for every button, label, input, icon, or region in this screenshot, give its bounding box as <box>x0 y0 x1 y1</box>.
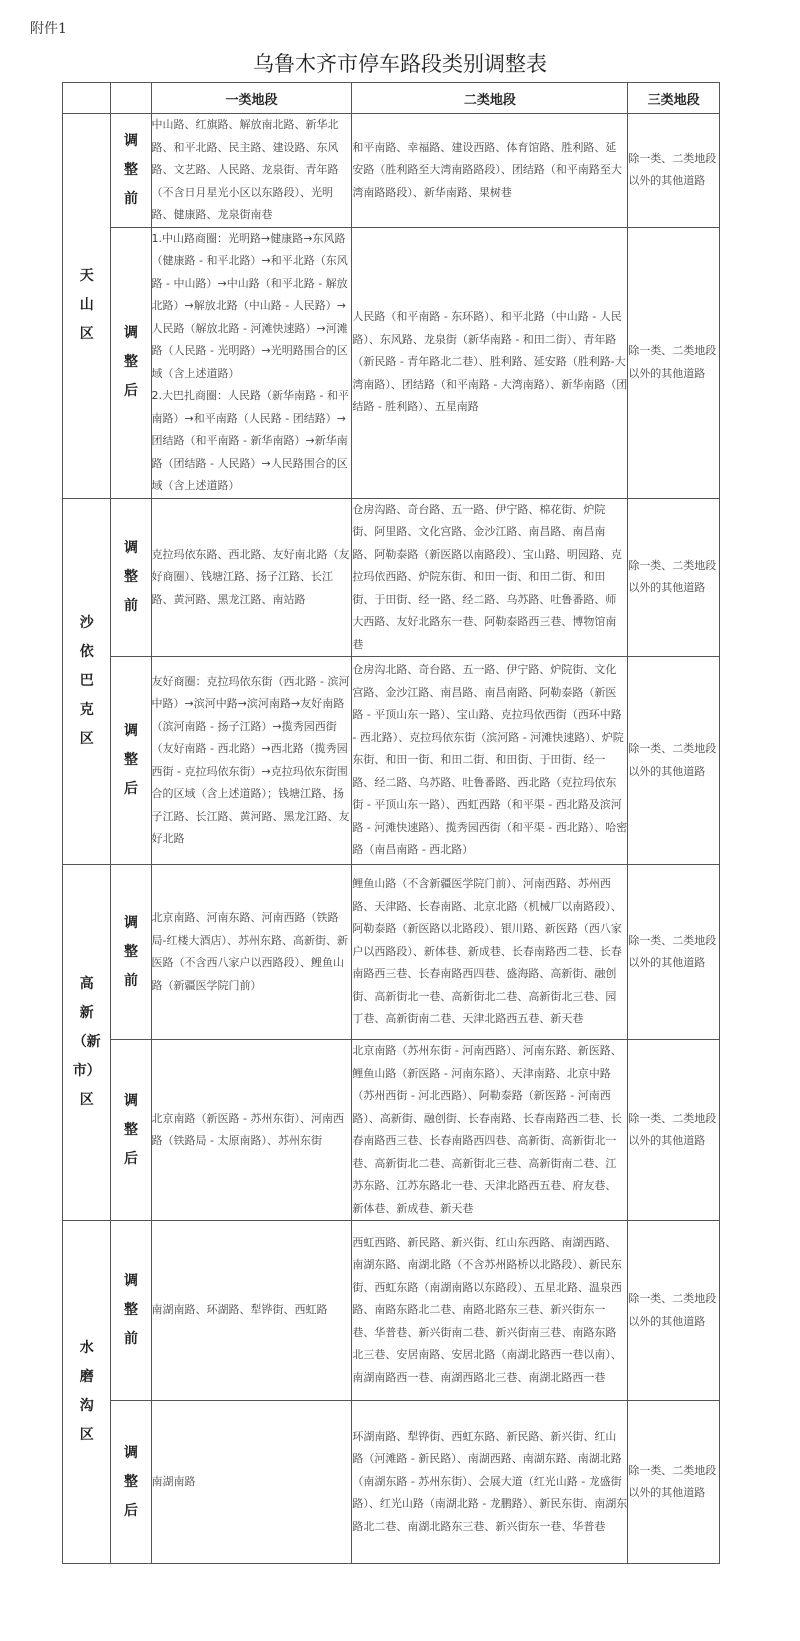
class2-after-cell: 环湖南路、犁铧街、西虹东路、新民路、新兴街、红山路（河滩路 - 新民路）、南湖西路、南湖东路、南湖北路（南湖东路 - 苏州东街）、会展大道（红光山路 - 龙盛街路）、红光山路（南湖北路 - 龙鹏路）、新民东街、南湖东路北二巷、南湖北路东三巷、新兴街东一巷、华普巷 <box>352 1401 628 1564</box>
class1-after-cell: 北京南路（新医路 - 苏州东街）、河南西路（铁路局 - 太原南路）、苏州东街 <box>151 1040 352 1221</box>
class1-before-cell: 克拉玛依东路、西北路、友好南北路（友好商圈）、钱塘江路、扬子江路、长江路、黄河路、黑龙江路、南站路 <box>151 498 352 657</box>
phase-char: 后 <box>123 781 138 797</box>
class2-before-cell: 和平南路、幸福路、建设西路、体育馆路、胜利路、延安路（胜利路至大湾南路路段）、团结路（和平南路至大湾南路路段）、新华南路、果树巷 <box>352 114 628 228</box>
phase-char: 后 <box>123 383 138 399</box>
district-char: 区 <box>79 730 94 747</box>
phase-char: 后 <box>123 1150 138 1167</box>
district-char: 市） <box>72 1063 101 1079</box>
phase-char: 调 <box>123 1444 138 1461</box>
table-row-after <box>63 1401 720 1564</box>
phase-char: 整 <box>123 568 138 585</box>
class3-before-cell: 除一类、二类地段以外的其他道路 <box>628 114 720 228</box>
class2-after-cell: 北京南路（苏州东街 - 河南西路）、河南东路、新医路、鲤鱼山路（新医路 - 河南东路）、天津南路、北京中路（苏州西街 - 河北西路）、阿勒泰路（新医路 - 河南西路）、高新街、融创街、长春南路、长春南路西二巷、长春南路西三巷、长春南路西四巷、高新街、高新街北一巷、高新街北二巷、高新街北三巷、高新街南二巷、江苏东路、江苏东路北一巷、天津北路西五巷、府友巷、新体巷、新成巷、新天巷 <box>352 1040 628 1221</box>
phase-char: 前 <box>123 972 138 989</box>
table-header-row <box>63 83 720 114</box>
table-row-before <box>63 498 720 657</box>
phase-char: 整 <box>123 1473 138 1490</box>
phase-after-cell <box>111 227 151 498</box>
class3-after-cell: 除一类、二类地段以外的其他道路 <box>628 657 720 865</box>
class1-after-cell: 1.中山路商圈：光明路→健康路→东风路（健康路 - 和平北路）→和平北路（东风路 - 中山路）→中山路（和平北路 - 解放北路）→解放北路（中山路 - 人民路）→人民路（解放北路 - 河滩快速路）→河滩路（人民路 - 光明路）→光明路围合的区域（含上述道路） 2.大巴扎商圈：人民路（新华南路 - 和平南路）→和平南路（人民路 - 团结路）→团结路（和平南路 - 新华南路）→新华南路（团结路 - 人民路）→人民路围合的区域（含上述道路） <box>151 227 352 498</box>
district-char: 新 <box>79 1005 94 1021</box>
table-row-after <box>63 1040 720 1221</box>
table-row-before <box>63 1221 720 1401</box>
header-class2: 二类地段 <box>352 83 628 114</box>
phase-char: 前 <box>123 190 138 207</box>
class1-after-cell: 南湖南路 <box>151 1401 352 1564</box>
class3-after-cell: 除一类、二类地段以外的其他道路 <box>628 227 720 498</box>
district-char: 沟 <box>79 1398 94 1414</box>
phase-after-cell <box>111 1401 151 1564</box>
district-char: 沙 <box>79 614 94 631</box>
phase-after-cell <box>111 1040 151 1221</box>
class1-before-cell: 南湖南路、环湖路、犁铧街、西虹路 <box>151 1221 352 1401</box>
phase-char: 后 <box>123 1502 138 1519</box>
class2-before-cell: 西虹西路、新民路、新兴街、红山东西路、南湖西路、南湖东路、南湖北路（不含苏州路桥以北路段）、新民东街、西虹东路（南湖南路以东路段）、五星北路、温泉西路、南路东路北二巷、南路北路东三巷、新兴街东一巷、华普巷、新兴街南二巷、新兴街南三巷、南路东路北三巷、安居南路、安居北路（南湖北路西一巷以南）、南湖南路西一巷、南湖西路北三巷、南湖北路西一巷 <box>352 1221 628 1401</box>
class1-before-cell: 中山路、红旗路、解放南北路、新华北路、和平北路、民主路、建设路、东风路、文艺路、人民路、龙泉街、青年路（不含日月星光小区以东路段）、光明路、健康路、龙泉街南巷 <box>151 114 352 228</box>
phase-char: 调 <box>123 914 138 931</box>
header-district <box>63 83 111 114</box>
class3-before-cell: 除一类、二类地段以外的其他道路 <box>628 865 720 1040</box>
class3-before-cell: 除一类、二类地段以外的其他道路 <box>628 498 720 657</box>
phase-char: 前 <box>123 597 138 614</box>
district-char: 区 <box>79 326 94 343</box>
district-char: 区 <box>79 1427 94 1443</box>
district-char: 依 <box>79 643 94 660</box>
class2-after-cell: 人民路（和平南路 - 东环路）、和平北路（中山路 - 人民路）、东风路、龙泉街（新华南路 - 和田二街）、青年路（新民路 - 青年路北二巷）、胜利路、延安路（胜利路-大湾南路）、团结路（和平南路 - 大湾南路）、新华南路（团结路 - 胜利路）、五星南路 <box>352 227 628 498</box>
district-char: 山 <box>79 297 94 314</box>
annex-label: 附件1 <box>30 21 67 37</box>
phase-char: 整 <box>123 354 138 370</box>
class3-after-cell: 除一类、二类地段以外的其他道路 <box>628 1040 720 1221</box>
phase-char: 调 <box>123 539 138 556</box>
district-cell <box>63 498 111 865</box>
phase-char: 整 <box>123 161 138 178</box>
district-cell <box>63 114 111 499</box>
class2-before-cell: 鲤鱼山路（不含新疆医学院门前）、河南西路、苏州西路、天津路、长春南路、北京北路（机械厂以南路段）、阿勒泰路（新医路以北路段）、银川路、新医路（西八家户以西路段）、新体巷、新成巷、长春南路西二巷、长春南路西三巷、长春南路西四巷、盛海路、高新街、融创街、高新街北一巷、高新街北二巷、高新街北三巷、园丁巷、高新街南二巷、天津北路西五巷、新天巷 <box>352 865 628 1040</box>
phase-char: 调 <box>123 723 138 739</box>
district-cell <box>63 865 111 1221</box>
phase-char: 整 <box>123 1302 138 1318</box>
phase-char: 整 <box>123 1121 138 1138</box>
header-class1: 一类地段 <box>151 83 352 114</box>
class2-after-cell: 仓房沟北路、奇台路、五一路、伊宁路、炉院街、文化宫路、金沙江路、南昌路、南昌南路、阿勒泰路（新医路 - 平顶山东一路）、宝山路、克拉玛依西街（西环中路 - 西北路）、克拉玛依东街（滨河路 - 河滩快速路）、炉院东街、和田一街、和田二街、和田街、于田街、经一路、经二路、乌苏路、吐鲁番路、西北路（克拉玛依东街 - 平顶山东一路）、西虹西路（和平渠 - 西北路及滨河路 - 河滩快速路）、揽秀园西街（和平渠 - 西北路）、哈密路（南昌南路 - 西北路） <box>352 657 628 865</box>
phase-after-cell <box>111 657 151 865</box>
district-cell <box>63 1221 111 1564</box>
phase-char: 整 <box>123 943 138 960</box>
district-char: （新 <box>72 1034 101 1050</box>
header-class3: 三类地段 <box>628 83 720 114</box>
table-row-before <box>63 865 720 1040</box>
phase-char: 调 <box>123 1092 138 1109</box>
district-char: 水 <box>79 1340 94 1356</box>
district-char: 天 <box>79 268 94 285</box>
header-phase <box>111 83 151 114</box>
phase-char: 调 <box>123 325 138 341</box>
class1-before-cell: 北京南路、河南东路、河南西路（铁路局-红楼大酒店）、苏州东路、高新街、新医路（不含西八家户以西路段）、鲤鱼山路（新疆医学院门前） <box>151 865 352 1040</box>
class1-after-cell: 友好商圈：克拉玛依东街（西北路 - 滨河中路）→滨河中路→滨河南路→友好南路（滨河南路 - 扬子江路）→揽秀园西街（友好南路 - 西北路）→西北路（揽秀园西街 - 克拉玛依东街）→克拉玛依东街围合的区域（含上述道路）；钱塘江路、扬子江路、长江路、黄河路、黑龙江路、友好北路 <box>151 657 352 865</box>
page-title: 乌鲁木齐市停车路段类别调整表 <box>253 52 547 76</box>
district-char: 磨 <box>79 1369 94 1385</box>
phase-char: 整 <box>123 752 138 768</box>
phase-char: 前 <box>123 1331 138 1347</box>
district-char: 巴 <box>79 672 94 689</box>
parking-category-table <box>62 82 720 1564</box>
phase-before-cell <box>111 865 151 1040</box>
table-row-after <box>63 657 720 865</box>
class2-before-cell: 仓房沟路、奇台路、五一路、伊宁路、棉花街、炉院街、阿里路、文化宫路、金沙江路、南昌路、南昌南路、阿勒泰路（新医路以南路段）、宝山路、明园路、克拉玛依西路、炉院东街、和田一街、和田二街、和田街、于田街、经一路、经二路、乌苏路、吐鲁番路、师大西路、友好北路东一巷、阿勒泰路西三巷、博物馆南巷 <box>352 498 628 657</box>
phase-before-cell <box>111 498 151 657</box>
district-char: 克 <box>79 701 94 718</box>
class3-after-cell: 除一类、二类地段以外的其他道路 <box>628 1401 720 1564</box>
district-char: 高 <box>79 976 94 992</box>
phase-char: 调 <box>123 132 138 149</box>
class3-before-cell: 除一类、二类地段以外的其他道路 <box>628 1221 720 1401</box>
phase-before-cell <box>111 114 151 228</box>
district-char: 区 <box>79 1092 94 1108</box>
phase-char: 调 <box>123 1273 138 1289</box>
phase-before-cell <box>111 1221 151 1401</box>
table-row-after <box>63 227 720 498</box>
table-row-before <box>63 114 720 228</box>
